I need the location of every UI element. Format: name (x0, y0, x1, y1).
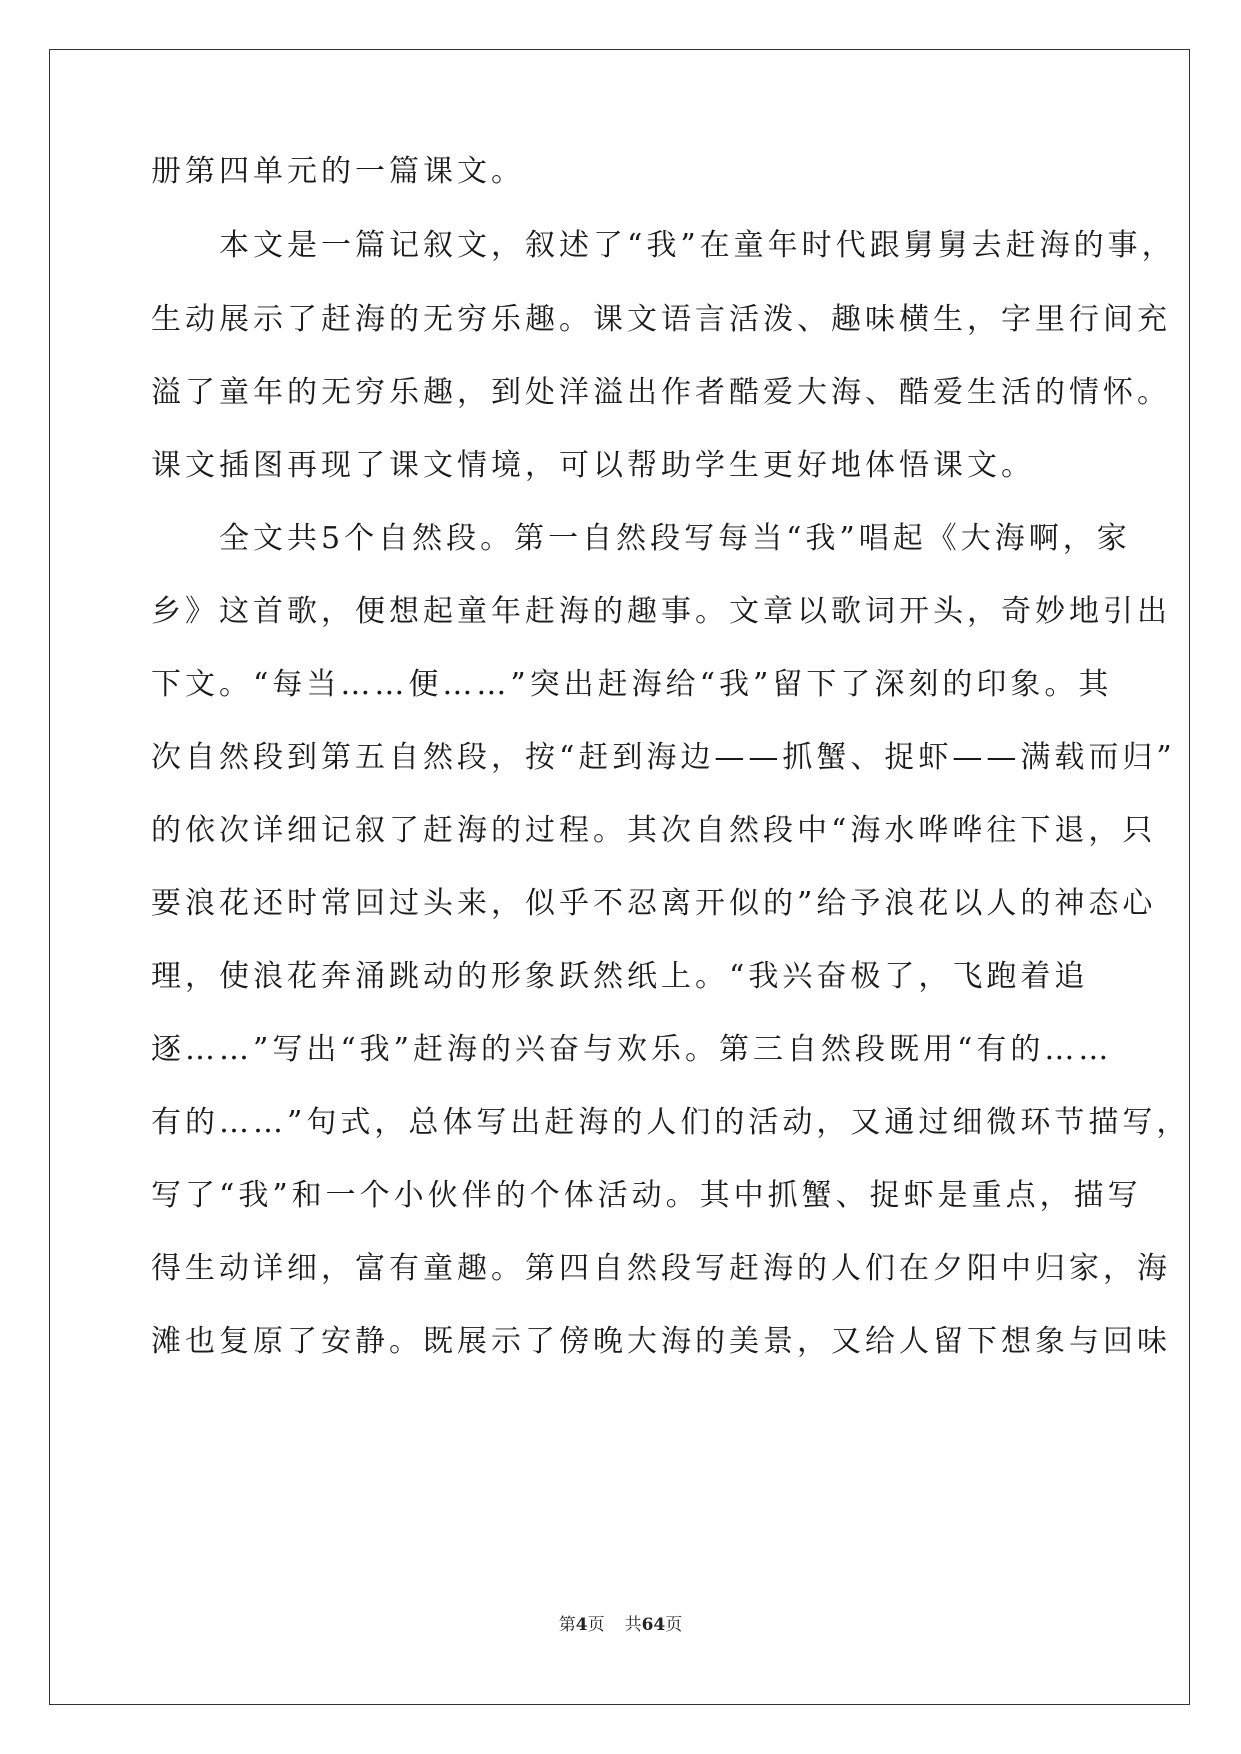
text-line: 全文共5个自然段。第一自然段写每当“我”唱起《大海啊，家 (151, 521, 1131, 556)
text-line: 得生动详细，富有童趣。第四自然段写赶海的人们在夕阳中归家，海 (151, 1251, 1171, 1286)
text-line: 的依次详细记叙了赶海的过程。其次自然段中“海水哗哗往下退，只 (151, 813, 1157, 848)
text-line: 溢了童年的无穷乐趣，到处洋溢出作者酷爱大海、酷爱生活的情怀。 (151, 375, 1171, 410)
page-suffix: 页 (587, 1615, 605, 1635)
text-line: 下文。“每当……便……”突出赶海给“我”留下了深刻的印象。其 (151, 667, 1113, 702)
text-line: 理，使浪花奔涌跳动的形象跃然纸上。“我兴奋极了，飞跑着追 (151, 959, 1089, 994)
total-prefix: 共 (624, 1615, 642, 1635)
page-number: 4 (575, 1615, 588, 1635)
page-border (49, 49, 1190, 1705)
text-line: 要浪花还时常回过头来，似乎不忍离开似的”给予浪花以人的神态心 (151, 886, 1157, 921)
text-line: 逐……”写出“我”赶海的兴奋与欢乐。第三自然段既用“有的…… (151, 1032, 1113, 1067)
total-pages: 64 (641, 1615, 666, 1635)
page-prefix: 第 (558, 1615, 576, 1635)
page-footer (0, 1610, 1241, 1635)
text-line: 本文是一篇记叙文，叙述了“我”在童年时代跟舅舅去赶海的事， (151, 228, 1176, 263)
total-suffix: 页 (665, 1615, 683, 1635)
text-line: 册第四单元的一篇课文。 (151, 154, 525, 189)
text-line: 乡》这首歌，便想起童年赶海的趣事。文章以歌词开头，奇妙地引出 (151, 594, 1171, 629)
text-line: 滩也复原了安静。既展示了傍晚大海的美景，又给人留下想象与回味 (151, 1324, 1171, 1359)
text-line: 课文插图再现了课文情境，可以帮助学生更好地体悟课文。 (151, 448, 1035, 483)
text-line: 次自然段到第五自然段，按“赶到海边——抓蟹、捉虾——满载而归” (151, 740, 1176, 775)
text-line: 生动展示了赶海的无穷乐趣。课文语言活泼、趣味横生，字里行间充 (151, 302, 1171, 337)
text-line: 有的……”句式，总体写出赶海的人们的活动，又通过细微环节描写， (151, 1105, 1191, 1140)
text-line: 写了“我”和一个小伙伴的个体活动。其中抓蟹、捉虾是重点，描写 (151, 1178, 1142, 1213)
